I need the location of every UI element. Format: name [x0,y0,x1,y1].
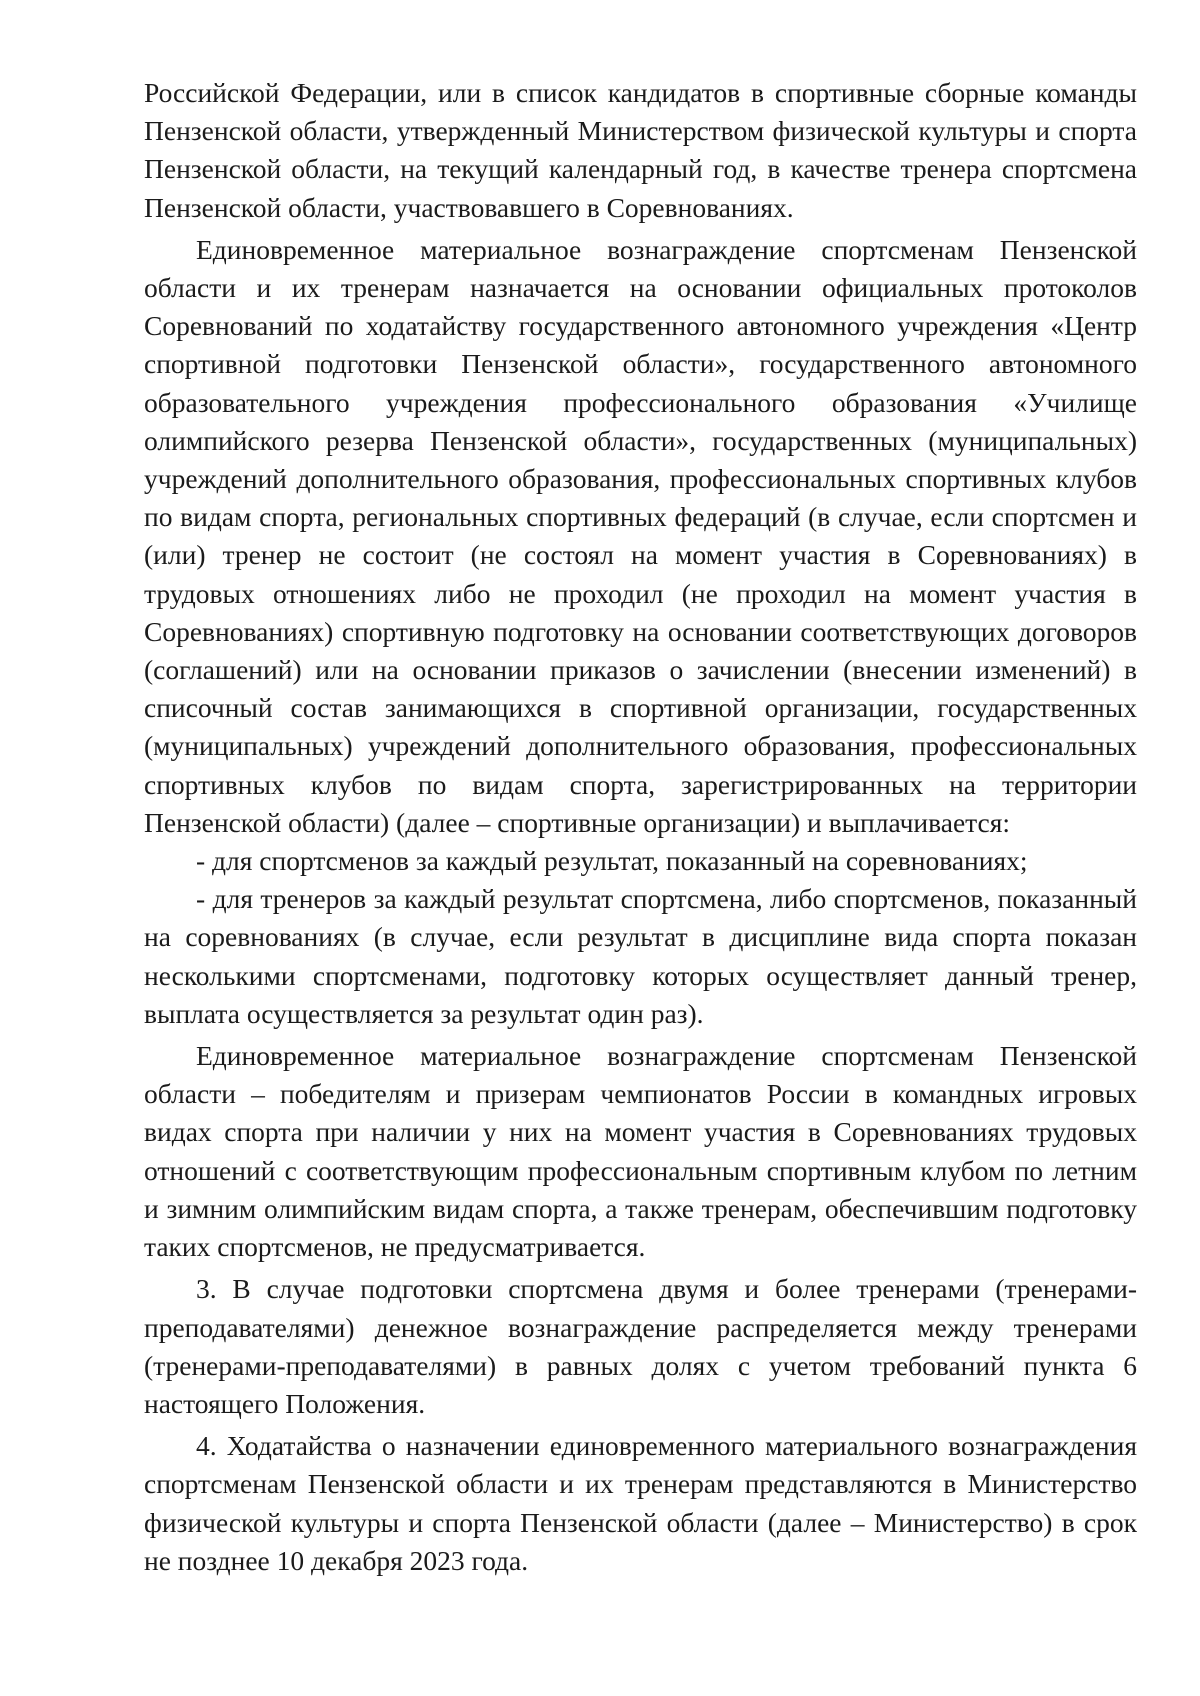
paragraph-team-sports-exclusion: Единовременное материальное вознаграждение спортсменам Пензенской области – победителям и призерам чемпионатов России в командных игровых видах спорта при наличии у них на момент участия в Соревнованиях трудовых отношений с соответствующим профессиональным спортивным клубом по летним и зимним олимпийским видам спорта, а также тренерам, обеспечившим подготовку таких спортсменов, не предусматривается. [144,1040,1137,1263]
document-body [144,74,1137,1580]
list-item-athletes: - для спортсменов за каждый результат, показанный на соревнованиях; [196,845,1028,877]
list-item-coaches: - для тренеров за каждый результат спортсмена, либо спортсменов, показанный на соревнованиях (в случае, если результат в дисциплине вида спорта показан несколькими спортсменами, подготовку которых осуществляет данный тренер, выплата осуществляется за результат один раз). [144,883,1137,1029]
paragraph-award-basis: Единовременное материальное вознаграждение спортсменам Пензенской области и их тренерам назначается на основании официальных протоколов Соревнований по ходатайству государственного автономного учреждения «Центр спортивной подготовки Пензенской области», государственного автономного образовательного учреждения профессионального образования «Училище олимпийского резерва Пензенской области», государственных (муниципальных) учреждений дополнительного образования, профессиональных спортивных клубов по видам спорта, региональных спортивных федераций (в случае, если спортсмен и (или) тренер не состоит (не состоял на момент участия в Соревнованиях) в трудовых отношениях либо не проходил (не проходил на момент участия в Соревнованиях) спортивную подготовку на основании соответствующих договоров (соглашений) или на основании приказов о зачислении (внесении изменений) в списочный состав занимающихся в спортивной организации, государственных (муниципальных) учреждений дополнительного образования, профессиональных спортивных клубов по видам спорта, зарегистрированных на территории Пензенской области) (далее – спортивные организации) и выплачивается: [144,233,1137,838]
clause-4: 4. Ходатайства о назначении единовременного материального вознаграждения спортсменам Пензенской области и их тренерам представляются в Министерство физической культуры и спорта Пензенской области (далее – Министерство) в срок не позднее 10 декабря 2023 года. [144,1430,1137,1576]
paragraph-continuation: Российской Федерации, или в список кандидатов в спортивные сборные команды Пензенской области, утвержденный Министерством физической культуры и спорта Пензенской области, на текущий календарный год, в качестве тренера спортсмена Пензенской области, участвовавшего в Соревнованиях. [144,77,1137,223]
clause-3: 3. В случае подготовки спортсмена двумя и более тренерами (тренерами-преподавателями) денежное вознаграждение распределяется между тренерами (тренерами-преподавателями) в равных долях с учетом требований пункта 6 настоящего Положения. [144,1273,1137,1419]
